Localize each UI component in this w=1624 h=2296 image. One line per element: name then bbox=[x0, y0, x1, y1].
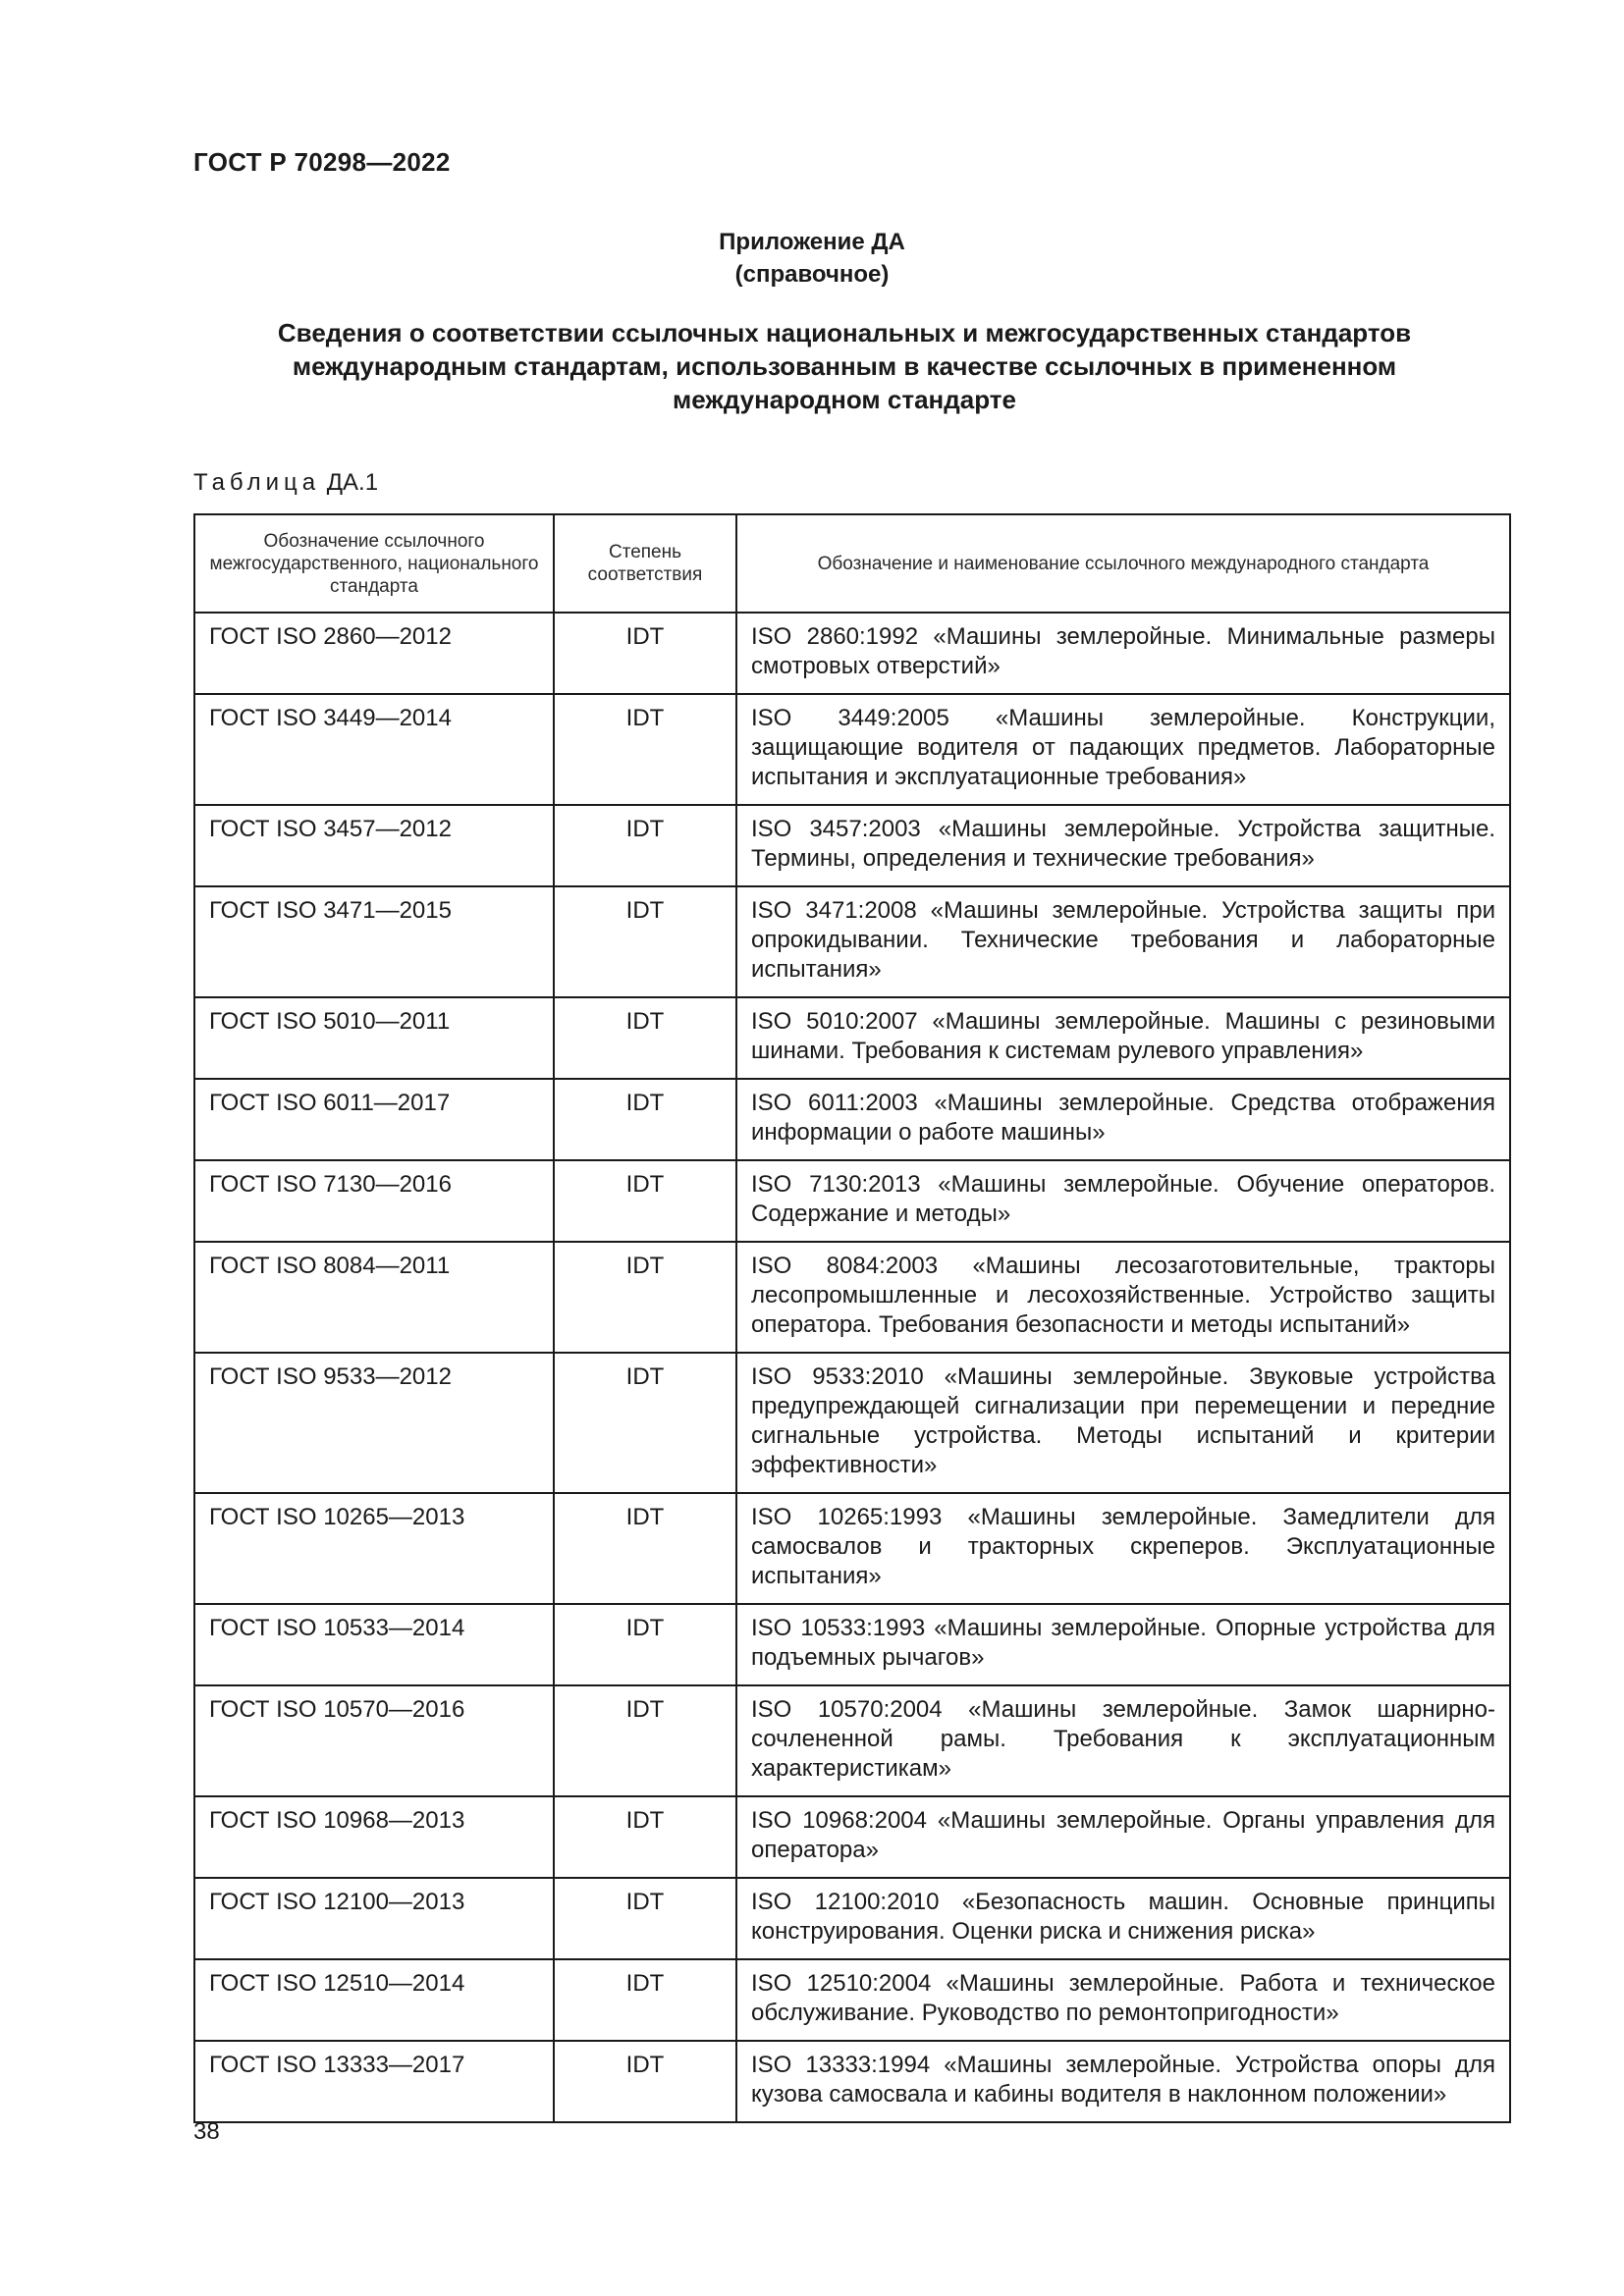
header-designation: Обозначение ссылочного межгосударственного, национального стандарта bbox=[194, 514, 554, 613]
cell-degree: IDT bbox=[554, 1796, 736, 1878]
table-row bbox=[194, 805, 1510, 886]
table-row bbox=[194, 1160, 1510, 1242]
cell-degree: IDT bbox=[554, 613, 736, 694]
cell-degree: IDT bbox=[554, 1493, 736, 1604]
cell-degree: IDT bbox=[554, 997, 736, 1079]
cell-reference: ISO 13333:1994 «Машины землеройные. Устройства опоры для кузова самосвала и кабины водителя в наклонном положении» bbox=[736, 2041, 1510, 2122]
annex-title: Приложение ДА bbox=[719, 229, 905, 255]
table-row bbox=[194, 1878, 1510, 1959]
annex-subtitle: (справочное) bbox=[734, 261, 890, 288]
cell-reference: ISO 12100:2010 «Безопасность машин. Основные принципы конструирования. Оценки риска и снижения риска» bbox=[736, 1878, 1510, 1959]
cell-reference: ISO 7130:2013 «Машины землеройные. Обучение операторов. Содержание и методы» bbox=[736, 1160, 1510, 1242]
document-code: ГОСТ Р 70298—2022 bbox=[193, 147, 451, 177]
cell-reference: ISO 10533:1993 «Машины землеройные. Опорные устройства для подъемных рычагов» bbox=[736, 1604, 1510, 1685]
cell-reference: ISO 12510:2004 «Машины землеройные. Работа и техническое обслуживание. Руководство по ремонтопригодности» bbox=[736, 1959, 1510, 2041]
cell-reference: ISO 2860:1992 «Машины землеройные. Минимальные размеры смотровых отверстий» bbox=[736, 613, 1510, 694]
cell-degree: IDT bbox=[554, 1878, 736, 1959]
cell-designation: ГОСТ ISO 2860—2012 bbox=[194, 613, 554, 694]
table-row bbox=[194, 1242, 1510, 1353]
cell-reference: ISO 3449:2005 «Машины землеройные. Конструкции, защищающие водителя от падающих предметов. Лабораторные испытания и эксплуатационные требования» bbox=[736, 694, 1510, 805]
main-title: Сведения о соответствии ссылочных национальных и межгосударственных стандартов международным стандартам, использованным в качестве ссылочных в примененном международном стандарте bbox=[277, 318, 1412, 414]
cell-reference: ISO 3457:2003 «Машины землеройные. Устройства защитные. Термины, определения и технические требования» bbox=[736, 805, 1510, 886]
cell-designation: ГОСТ ISO 5010—2011 bbox=[194, 997, 554, 1079]
cell-designation: ГОСТ ISO 10968—2013 bbox=[194, 1796, 554, 1878]
cell-degree: IDT bbox=[554, 1604, 736, 1685]
cell-degree: IDT bbox=[554, 1353, 736, 1493]
table-row bbox=[194, 2041, 1510, 2122]
cell-designation: ГОСТ ISO 12100—2013 bbox=[194, 1878, 554, 1959]
cell-designation: ГОСТ ISO 3449—2014 bbox=[194, 694, 554, 805]
cell-degree: IDT bbox=[554, 694, 736, 805]
table-caption-word: Таблица bbox=[193, 469, 321, 496]
cell-reference: ISO 10265:1993 «Машины землеройные. Замедлители для самосвалов и тракторных скреперов. Эксплуатационные испытания» bbox=[736, 1493, 1510, 1604]
cell-designation: ГОСТ ISO 7130—2016 bbox=[194, 1160, 554, 1242]
cell-degree: IDT bbox=[554, 2041, 736, 2122]
table-row bbox=[194, 1493, 1510, 1604]
cell-degree: IDT bbox=[554, 886, 736, 997]
cell-designation: ГОСТ ISO 10265—2013 bbox=[194, 1493, 554, 1604]
cell-designation: ГОСТ ISO 8084—2011 bbox=[194, 1242, 554, 1353]
cell-reference: ISO 6011:2003 «Машины землеройные. Средства отображения информации о работе машины» bbox=[736, 1079, 1510, 1160]
table-row bbox=[194, 997, 1510, 1079]
cell-designation: ГОСТ ISO 3471—2015 bbox=[194, 886, 554, 997]
cell-degree: IDT bbox=[554, 1242, 736, 1353]
cell-designation: ГОСТ ISO 12510—2014 bbox=[194, 1959, 554, 2041]
cell-reference: ISO 3471:2008 «Машины землеройные. Устройства защиты при опрокидывании. Технические требования и лабораторные испытания» bbox=[736, 886, 1510, 997]
cell-designation: ГОСТ ISO 10570—2016 bbox=[194, 1685, 554, 1796]
cell-degree: IDT bbox=[554, 1160, 736, 1242]
cell-designation: ГОСТ ISO 6011—2017 bbox=[194, 1079, 554, 1160]
table-row bbox=[194, 1604, 1510, 1685]
table-row bbox=[194, 694, 1510, 805]
table-row bbox=[194, 1959, 1510, 2041]
cell-reference: ISO 8084:2003 «Машины лесозаготовительные, тракторы лесопромышленные и лесохозяйственные. Устройство защиты оператора. Требования безопасности и методы испытаний» bbox=[736, 1242, 1510, 1353]
table-caption-number: ДА.1 bbox=[326, 469, 379, 496]
cell-designation: ГОСТ ISO 9533—2012 bbox=[194, 1353, 554, 1493]
table-row bbox=[194, 613, 1510, 694]
table-header bbox=[194, 514, 1510, 613]
header-reference: Обозначение и наименование ссылочного международного стандарта bbox=[736, 514, 1510, 613]
cell-designation: ГОСТ ISO 13333—2017 bbox=[194, 2041, 554, 2122]
table-row bbox=[194, 1685, 1510, 1796]
cell-degree: IDT bbox=[554, 1685, 736, 1796]
annex-heading bbox=[0, 226, 1624, 291]
table-header-row bbox=[194, 514, 1510, 613]
cell-reference: ISO 10570:2004 «Машины землеройные. Замок шарнирно-сочлененной рамы. Требования к эксплуатационным характеристикам» bbox=[736, 1685, 1510, 1796]
page-number: 38 bbox=[193, 2118, 220, 2145]
header-degree: Степень соответствия bbox=[554, 514, 736, 613]
cell-reference: ISO 10968:2004 «Машины землеройные. Органы управления для оператора» bbox=[736, 1796, 1510, 1878]
table-row bbox=[194, 1079, 1510, 1160]
cell-designation: ГОСТ ISO 10533—2014 bbox=[194, 1604, 554, 1685]
table-row bbox=[194, 1796, 1510, 1878]
reference-table bbox=[193, 513, 1511, 2123]
cell-degree: IDT bbox=[554, 805, 736, 886]
cell-designation: ГОСТ ISO 3457—2012 bbox=[194, 805, 554, 886]
cell-reference: ISO 5010:2007 «Машины землеройные. Машины с резиновыми шинами. Требования к системам рулевого управления» bbox=[736, 997, 1510, 1079]
cell-reference: ISO 9533:2010 «Машины землеройные. Звуковые устройства предупреждающей сигнализации при перемещении и передние сигнальные устройства. Методы испытаний и критерии эффективности» bbox=[736, 1353, 1510, 1493]
table-row bbox=[194, 886, 1510, 997]
table-row bbox=[194, 1353, 1510, 1493]
cell-degree: IDT bbox=[554, 1959, 736, 2041]
table-body bbox=[194, 613, 1510, 2122]
table-caption bbox=[193, 469, 378, 497]
cell-degree: IDT bbox=[554, 1079, 736, 1160]
